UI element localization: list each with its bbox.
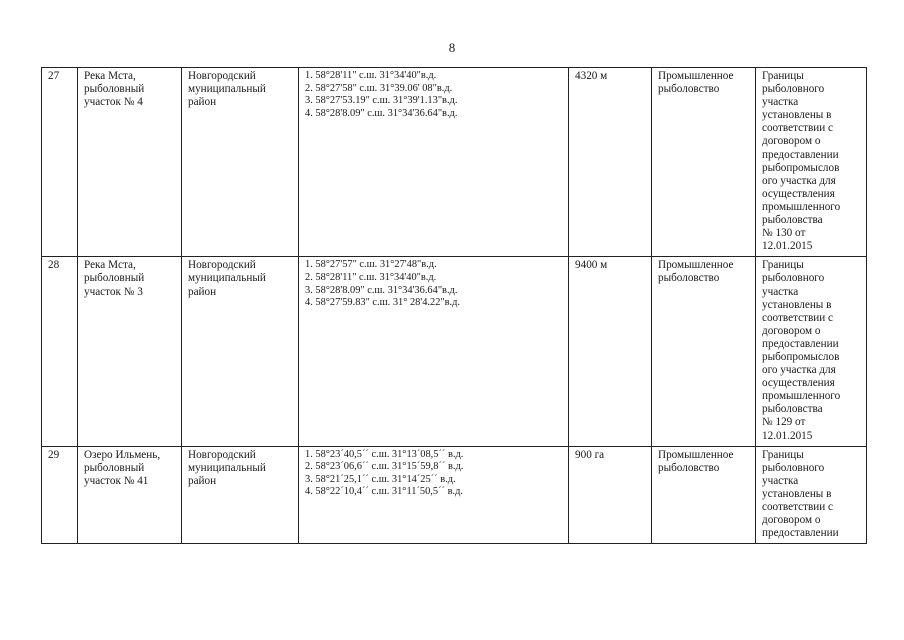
coordinates-list bbox=[305, 70, 563, 120]
coordinates-cell bbox=[299, 257, 569, 446]
district: Новгородский муниципальный район bbox=[182, 446, 299, 544]
table-row bbox=[42, 446, 867, 544]
district: Новгородский муниципальный район bbox=[182, 68, 299, 257]
coordinate-item: 3. 58°28'8.09" с.ш. 31°34'36.64"в.д. bbox=[305, 284, 458, 296]
coordinate-item: 3. 58°21´25,1´´ с.ш. 31°14´25´´ в.д. bbox=[305, 473, 456, 485]
fishing-type: Промышленное рыболовство bbox=[652, 446, 756, 544]
row-number: 28 bbox=[42, 257, 78, 446]
coordinate-item: 4. 58°22´10,4´´ с.ш. 31°11´50,5´´ в.д. bbox=[305, 486, 463, 498]
coordinates-list bbox=[305, 259, 563, 309]
area-size: 4320 м bbox=[569, 68, 652, 257]
coordinate-item: 3. 58°27'53.19" с.ш. 31°39'1.13"в.д. bbox=[305, 95, 458, 107]
row-number: 29 bbox=[42, 446, 78, 544]
fishing-type: Промышленное рыболовство bbox=[652, 68, 756, 257]
coordinates-cell bbox=[299, 446, 569, 544]
coordinates-list bbox=[305, 449, 563, 499]
coordinate-item: 2. 58°27'58" с.ш. 31°39.06' 08"в.д. bbox=[305, 82, 453, 94]
coordinate-item: 4. 58°27'59.83" с.ш. 31° 28'4.22"в.д. bbox=[305, 297, 461, 309]
district: Новгородский муниципальный район bbox=[182, 257, 299, 446]
area-name: Река Мста, рыболовный участок № 3 bbox=[78, 257, 182, 446]
fishing-type: Промышленное рыболовство bbox=[652, 257, 756, 446]
row-number: 27 bbox=[42, 68, 78, 257]
coordinate-item: 4. 58°28'8.09" с.ш. 31°34'36.64"в.д. bbox=[305, 107, 458, 119]
fishing-areas-table bbox=[41, 67, 867, 544]
table-row bbox=[42, 257, 867, 446]
area-name: Озеро Ильмень, рыболовный участок № 41 bbox=[78, 446, 182, 544]
borders-description: Границы рыболовного участка установлены в соответствии с договором о предоставлении рыбопромыслов ого участка для осуществления промышленного рыболовства № 129 от 12.01.2015 bbox=[756, 257, 867, 446]
area-name: Река Мста, рыболовный участок № 4 bbox=[78, 68, 182, 257]
coordinate-item: 1. 58°27'57" с.ш. 31°27'48"в.д. bbox=[305, 259, 437, 271]
area-size: 900 га bbox=[569, 446, 652, 544]
coordinate-item: 2. 58°28'11" с.ш. 31°34'40"в.д. bbox=[305, 271, 437, 283]
borders-description: Границы рыболовного участка установлены в соответствии с договором о предоставлении рыбопромыслов ого участка для осуществления промышленного рыболовства № 130 от 12.01.2015 bbox=[756, 68, 867, 257]
coordinate-item: 1. 58°28'11" с.ш. 31°34'40"в.д. bbox=[305, 70, 437, 81]
coordinate-item: 2. 58°23´06,6´´ с.ш. 31°15´59,8´´ в.д. bbox=[305, 461, 464, 473]
coordinates-cell bbox=[299, 68, 569, 257]
table-row bbox=[42, 68, 867, 257]
page-number: 8 bbox=[448, 40, 456, 55]
area-size: 9400 м bbox=[569, 257, 652, 446]
coordinate-item: 1. 58°23´40,5´´ с.ш. 31°13´08,5´´ в.д. bbox=[305, 448, 464, 460]
borders-description: Границы рыболовного участка установлены в соответствии с договором о предоставлении bbox=[756, 446, 867, 544]
